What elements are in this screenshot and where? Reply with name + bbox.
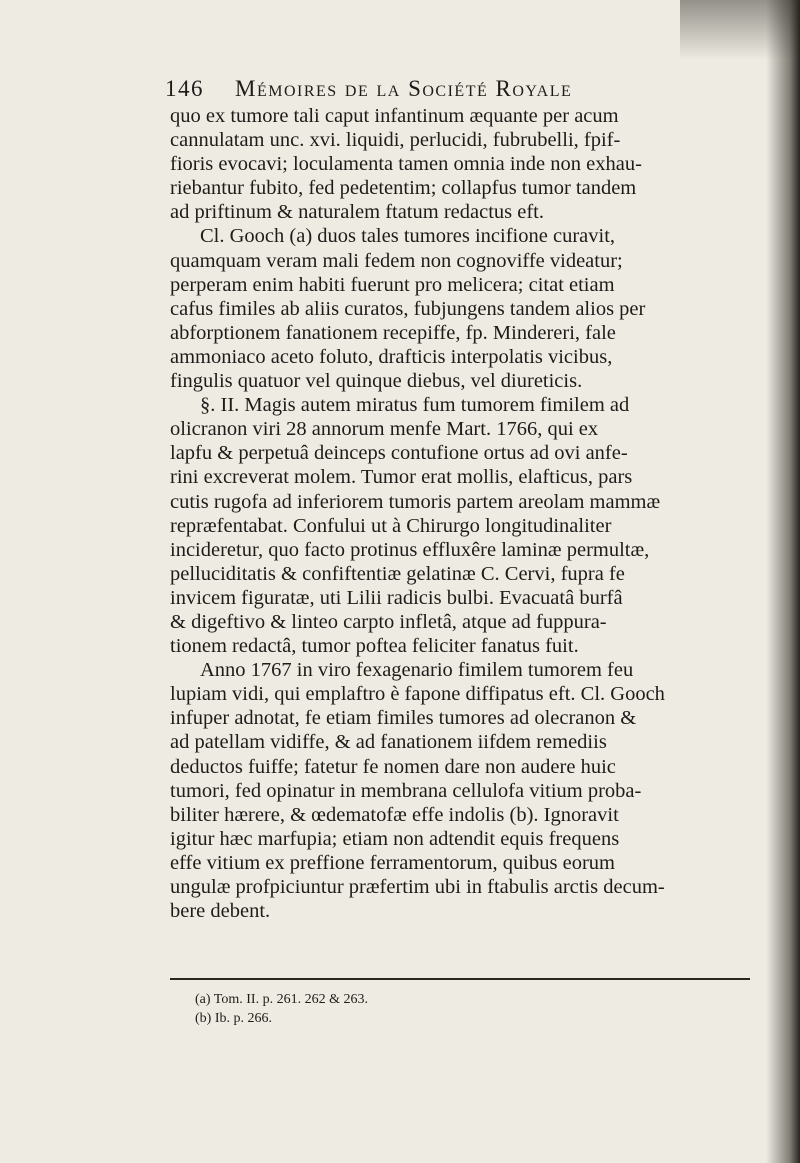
text-line: deductos fuiffe; fatetur fe nomen dare non audere huic <box>170 755 616 778</box>
text-line: invicem figuratæ, uti Lilii radicis bulbi. Evacuatâ burfâ <box>170 586 623 609</box>
text-line: ammoniaco aceto foluto, drafticis interpolatis vicibus, <box>170 345 613 368</box>
text-line: Cl. Gooch (a) duos tales tumores incifione curavit, <box>200 225 616 248</box>
text-line: fioris evocavi; loculamenta tamen omnia inde non exhau- <box>170 153 642 176</box>
page-gutter-shadow <box>766 0 800 1163</box>
text-line: repræfentabat. Confului ut à Chirurgo longitudinaliter <box>170 514 612 537</box>
text-line: lupiam vidi, qui emplaftro è fapone diffipatus eft. Cl. Gooch <box>170 683 665 706</box>
footnote: (a) Tom. II. p. 261. 262 & 263. <box>195 992 368 1007</box>
text-line: tumori, fed opinatur in membrana cellulofa vitium proba- <box>170 779 642 802</box>
text-line: cafus fimiles ab aliis curatos, fubjungens tandem alios per <box>170 297 646 320</box>
page-number: 146 <box>165 76 204 101</box>
text-line: fingulis quatuor vel quinque diebus, vel diureticis. <box>170 370 583 393</box>
text-line: biliter hærere, & œdematofæ effe indolis (b). Ignoravit <box>170 803 619 826</box>
text-line: Anno 1767 in viro fexagenario fimilem tumorem feu <box>200 659 634 682</box>
text-line: perperam enim habiti fuerunt pro melicera; citat etiam <box>170 273 615 296</box>
text-line: infuper adnotat, fe etiam fimiles tumores ad olecranon & <box>170 707 637 730</box>
text-line: quamquam veram mali fedem non cognoviffe videatur; <box>170 249 623 272</box>
text-line: ungulæ profpiciuntur præfertim ubi in ftabulis arctis decum- <box>170 876 665 898</box>
footnote: (b) Ib. p. 266. <box>195 1011 272 1026</box>
text-line: & digeftivo & linteo carpto infletâ, atque ad fuppura- <box>170 610 607 633</box>
page-header <box>165 76 705 106</box>
text-line: riebantur fubito, fed pedetentim; collapfus tumor tandem <box>170 177 637 200</box>
footnotes <box>195 990 695 1028</box>
text-line: §. II. Magis autem miratus fum tumorem fimilem ad <box>200 394 630 417</box>
text-line: pelluciditatis & confiftentiæ gelatinæ C. Cervi, fupra fe <box>170 562 625 585</box>
text-line: abforptionem fanationem recepiffe, fp. Mindereri, fale <box>170 321 616 344</box>
text-line: ad priftinum & naturalem ftatum redactus eft. <box>170 201 544 224</box>
running-title: Mémoires de la Société Royale <box>235 76 573 101</box>
text-line: olicranon viri 28 annorum menfe Mart. 1766, qui ex <box>170 418 599 441</box>
text-line: quo ex tumore tali caput infantinum æquante per acum <box>170 105 619 127</box>
text-line: cannulatam unc. xvi. liquidi, perlucidi, fubrubelli, fpif- <box>170 129 621 152</box>
text-line: tionem redactâ, tumor poftea feliciter fanatus fuit. <box>170 635 579 658</box>
text-line: ad patellam vidiffe, & ad fanationem iifdem remediis <box>170 731 607 754</box>
text-line: igitur hæc marfupia; etiam non adtendit equis frequens <box>170 827 620 850</box>
text-line: incideretur, quo facto protinus effluxêre laminæ permultæ, <box>170 538 650 561</box>
text-line: rini excreverat molem. Tumor erat mollis, elafticus, pars <box>170 466 633 489</box>
text-line: cutis rugofa ad inferiorem tumoris partem areolam mammæ <box>170 490 661 513</box>
body-text <box>170 104 740 923</box>
text-line: bere debent. <box>170 900 271 923</box>
text-line: effe vitium ex preffione ferramentorum, quibus eorum <box>170 851 615 874</box>
text-line: lapfu & perpetuâ deinceps contufione ortus ad ovi anfe- <box>170 442 628 465</box>
footnote-rule <box>170 978 750 980</box>
